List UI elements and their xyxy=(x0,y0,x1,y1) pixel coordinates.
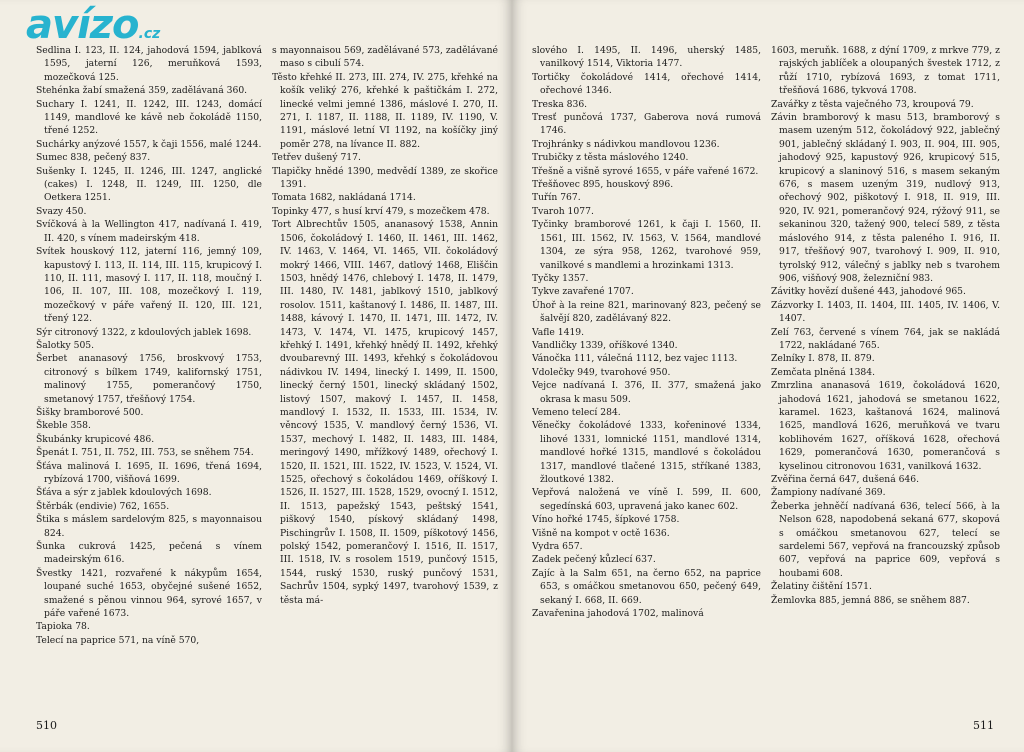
index-entry: Suchary I. 1241, II. 1242, III. 1243, domácí 1149, mandlové ke kávě neb čokoládě 1150, třené 1252. xyxy=(36,98,262,137)
index-entry: Svazy 450. xyxy=(36,205,87,217)
index-entry: Štěrbák (endivie) 762, 1655. xyxy=(36,500,170,512)
index-entry: Sušenky I. 1245, II. 1246, III. 1247, anglické (cakes) I. 1248, II. 1249, III. 1250, dle Oetkera 1251. xyxy=(36,165,262,204)
index-entry: Tresť punčová 1737, Gaberova nová rumová 1746. xyxy=(532,112,761,137)
index-entry: Suchárky anýzové 1557, k čaji 1556, malé 1244. xyxy=(36,138,262,150)
index-entry: Víno hořké 1745, šípkové 1758. xyxy=(532,514,680,526)
index-entry: Špenát I. 751, II. 752, III. 753, se sněhem 754. xyxy=(36,447,254,459)
index-entry: Vánočka 111, válečná 1112, bez vajec 1113. xyxy=(532,353,738,365)
index-entry: Těsto křehké II. 273, III. 274, IV. 275, křehké na košík veliký 276, křehké k paštičkám I. 272, linecké velmi jemné 1386, máslové I. 270, II. 271, I. 1187, II. 1188, II. 1189, IV. 1190, V. 1191, máslové letní VI 1192, na košíčky jiný poměr 278, na lívance II. 882. xyxy=(272,71,498,150)
index-entry: Škeble 358. xyxy=(36,420,91,432)
index-entry: Sýr citronový 1322, z kdoulových jablek 1698. xyxy=(36,326,252,338)
right-page xyxy=(512,0,1024,752)
index-entry: Šalotky 505. xyxy=(36,339,95,351)
index-entry: Zemčata plněná 1384. xyxy=(771,366,876,378)
index-entry: Šunka cukrová 1425, pečená s vínem madeirským 616. xyxy=(36,541,262,566)
index-entry: Šišky bramborové 500. xyxy=(36,406,144,418)
index-entry: Tomata 1682, nakládaná 1714. xyxy=(272,192,416,204)
index-entry: Žemlovka 885, jemná 886, se sněhem 887. xyxy=(771,594,970,606)
index-entry: Šťáva malinová I. 1695, II. 1696, třená 1694, rybízová 1700, višňová 1699. xyxy=(36,460,262,485)
index-entry: Tortičky čokoládové 1414, ořechové 1414, ořechové 1346. xyxy=(532,71,761,97)
index-column xyxy=(771,44,1000,694)
index-entry: Štika s máslem sardelovým 825, s mayonnaisou 824. xyxy=(36,514,262,539)
index-entry: Tuřín 767. xyxy=(532,192,581,204)
index-entry: Zelníky I. 878, II. 879. xyxy=(771,353,875,365)
index-entry: s mayonnaisou 569, zadělávané 573, zadělávané maso s cibulí 574. xyxy=(272,45,498,70)
left-page-columns xyxy=(36,44,498,694)
index-entry: Závitky hovězí dušené 443, jahodové 965. xyxy=(771,286,966,298)
index-entry: Tlapičky hnědé 1390, medvědí 1389, ze skořice 1391. xyxy=(272,165,498,191)
index-entry: Zázvorky I. 1403, II. 1404, III. 1405, IV. 1406, V. 1407. xyxy=(771,299,1000,325)
index-entry: Zavářky z těsta vaječného 73, kroupová 79. xyxy=(771,98,974,110)
index-entry: Švestky 1421, rozvařené k nákypům 1654, loupané suché 1653, obyčejné sušené 1652, smažené s pěnou vinnou 964, syrové 1657, v páře vařené 1673. xyxy=(36,567,262,620)
index-entry: Trojhránky s nádivkou mandlovou 1236. xyxy=(532,138,720,150)
index-entry: Treska 836. xyxy=(532,98,588,110)
index-column xyxy=(272,44,498,694)
index-entry: Svítek houskový 112, jaterní 116, jemný 109, kapustový I. 113, II. 114, III. 115, krupicový I. 110, II. 111, masový I. 117, II. 118, moučný I. 106, II. 107, III. 108, mozečkový I. 119, mozečkový v páře vařený II. 120, III. 121, třený 122. xyxy=(36,246,262,325)
index-entry: Trubičky z těsta máslového 1240. xyxy=(532,152,689,164)
index-entry: Třešňovec 895, houskový 896. xyxy=(532,179,674,191)
page-number: 511 xyxy=(973,719,994,732)
index-entry: Zelí 763, červené s vínem 764, jak se nakládá 1722, nakládané 765. xyxy=(771,326,1000,351)
index-entry: Úhoř à la reine 821, marinovaný 823, pečený se šalvějí 820, zadělávaný 822. xyxy=(532,299,761,325)
index-entry: slového I. 1495, II. 1496, uherský 1485, vanilkový 1514, Viktoria 1477. xyxy=(532,45,761,70)
index-entry: Vandličky 1339, oříškové 1340. xyxy=(532,339,678,351)
index-entry: Višně na kompot v octě 1636. xyxy=(532,527,670,539)
index-column xyxy=(532,44,761,694)
index-entry: Vafle 1419. xyxy=(532,326,585,338)
index-entry: Zavařenina jahodová 1702, malinová xyxy=(532,608,704,620)
watermark-logo: avízo.cz xyxy=(26,2,161,48)
index-entry: Tyčky 1357. xyxy=(532,272,589,284)
index-column xyxy=(36,44,262,694)
index-entry: Tapioka 78. xyxy=(36,621,90,633)
index-entry: Tykve zavařené 1707. xyxy=(532,286,634,298)
index-entry: Telecí na paprice 571, na víně 570, xyxy=(36,634,200,646)
index-entry: Zvěřina černá 647, dušená 646. xyxy=(771,474,920,485)
index-entry: Věnečky čokoládové 1333, kořeninové 1334, lihové 1331, lomnické 1151, mandlové 1314, mandlové hořké 1315, mandlové s čokoládou 1317, mandlové tlačené 1315, stříkané 1383, žloutkové 1382. xyxy=(532,420,761,485)
index-entry: Topinky 477, s husí krví 479, s mozečkem 478. xyxy=(272,205,490,217)
index-entry: Tyčinky bramborové 1261, k čaji I. 1560, II. 1561, III. 1562, IV. 1563, V. 1564, mandlové 1304, ze sýra 958, 1262, tvarohové 959, vanilkové s mandlemi a hrozinkami 1313. xyxy=(532,219,761,271)
index-entry: Sumec 838, pečený 837. xyxy=(36,152,151,164)
index-entry: Stehénka žabí smažená 359, zadělávaná 360. xyxy=(36,85,248,97)
page-number: 510 xyxy=(36,719,57,732)
index-entry: Vdolečky 949, tvarohové 950. xyxy=(532,366,671,378)
index-entry: Třešně a višně syrové 1655, v páře vařené 1672. xyxy=(532,165,759,177)
index-entry: Zajíc à la Salm 651, na černo 652, na paprice 653, s omáčkou smetanovou 650, pečený 649, sekaný I. 668, II. 669. xyxy=(532,567,761,606)
index-entry: Tvaroh 1077. xyxy=(532,205,594,217)
index-entry: Závin bramborový k masu 513, bramborový s masem uzeným 512, čokoládový 922, jablečný 901, jablečný skládaný I. 903, II. 904, III. 905, jahodový 925, kapustový 926, krupicový 515, krupicový a slaninový 516, s masem sekaným 676, s masem uzeným 319, nudlový 913, ořechový 902, piškotový I. 918, II. 919, III. 920, IV. 921, pomerančový 924, rýžový 911, se sekaninou 320, tažený 900, telecí 589, z těsta máslového 914, z těsta paleného I. 916, II. 917, třešňový 907, tvarohový I. 909, II. 910, tyrolský 912, válečný s jablky neb s tvarohem 906, višňový 908, železniční 983. xyxy=(771,112,1000,284)
index-entry: Škubánky krupicové 486. xyxy=(36,433,155,445)
index-entry: 1603, meruňk. 1688, z dýní 1709, z mrkve 779, z rajských jablíček a oloupaných švestek 1712, z růží 1710, rybízová 1693, z tomat 1711, třešňová 1686, tykvová 1708. xyxy=(771,45,1000,97)
index-entry: Šerbet ananasový 1756, broskvový 1753, citronový s bílkem 1749, kalifornský 1751, malinový 1755, pomerančový 1750, smetanový 1757, třešňový 1754. xyxy=(36,353,262,405)
index-entry: Vemeno telecí 284. xyxy=(532,406,621,418)
index-entry: Svíčková à la Wellington 417, nadívaná I. 419, II. 420, s vínem madeirským 418. xyxy=(36,219,262,244)
index-entry: Zadek pečený kůzlecí 637. xyxy=(532,554,656,566)
index-entry: Žeberka jehněčí nadívaná 636, telecí 566, à la Nelson 628, napodobená sekaná 677, skopová s omáčkou smetanovou 627, telecí se sardelemi 567, vepřová na francouzský způsob 607, vepřová na paprice 609, vepřová s houbami 608. xyxy=(771,500,1000,579)
index-entry: Tort Albrechtův 1505, ananasový 1538, Annin 1506, čokoládový I. 1460, II. 1461, III. 1462, IV. 1463, V. 1464, VI. 1465, VII. čokoládový mokrý 1466, VIII. 1467, datlový 1468, Eliščin 1503, hnědý 1476, chlebový I. 1478, II. 1479, III. 1480, IV. 1481, jablkový 1510, jablkový rosolov. 1511, kaštanový I. 1486, II. 1487, III. 1488, kávový I. 1470, II. 1471, III. 1472, IV. 1473, V. 1474, VI. 1475, krupicový 1457, křehký I. 1491, křehký hnědý II. 1492, křehký dvoubarevný III. 1493, křehký s čokoládovou nádivkou IV. 1494, linecký I. 1499, II. 1500, linecký černý 1501, linecký skládaný 1502, listový 1507, makový I. 1457, II. 1458, mandlový I. 1532, II. 1533, III. 1534, IV. věncový 1535, V. mandlový černý 1536, VI. 1537, mechový I. 1482, II. 1483, III. 1484, meringový 1490, mřížkový 1489, ořechový I. 1520, II. 1521, III. 1522, IV. 1523, V. 1524, VI. 1525, ořechový s čokoládou 1469, oříškový I. 1526, II. 1527, III. 1528, 1529, ovocný I. 1512, II. 1513, papežský 1543, peštský 1541, piškový 1540, pískový skládaný 1498, Pischingrův I. 1508, II. 1509, píškotový 1456, polský 1542, pomerančový I. 1516, II. 1517, III. 1518, IV. s rosolem 1519, punčový 1515, 1544, ruský 1530, ruský punčový 1531, Sachrův 1504, sypký 1497, tvarohový 1539, z těsta má- xyxy=(272,219,498,606)
index-entry: Tetřev dušený 717. xyxy=(272,152,361,164)
index-entry: Vydra 657. xyxy=(532,541,583,553)
index-entry: Vejce nadívaná I. 376, II. 377, smažená jako okrasa k masu 509. xyxy=(532,380,761,405)
index-entry: Sedlina I. 123, II. 124, jahodová 1594, jablková 1595, jaterní 126, meruňková 1593, mozečková 125. xyxy=(36,45,262,83)
index-entry: Zmrzlina ananasová 1619, čokoládová 1620, jahodová 1621, jahodová se smetanou 1622, karamel. 1623, kaštanová 1624, malinová 1625, mandlová 1626, meruňková ve tvaru koblihovém 1627, oříšková 1628, ořechová 1629, pomerančová 1630, pomerančová s kyselinou citronovou 1631, vanilková 1632. xyxy=(771,380,1000,472)
index-entry: Žampiony nadívané 369. xyxy=(771,487,886,499)
index-entry: Želatiny čištění 1571. xyxy=(771,581,872,593)
index-entry: Šťáva a sýr z jablek kdoulových 1698. xyxy=(36,487,212,499)
index-entry: Vepřová naložená ve víně I. 599, II. 600, segedínská 603, upravená jako kanec 602. xyxy=(532,487,761,512)
right-page-columns xyxy=(532,44,1000,694)
